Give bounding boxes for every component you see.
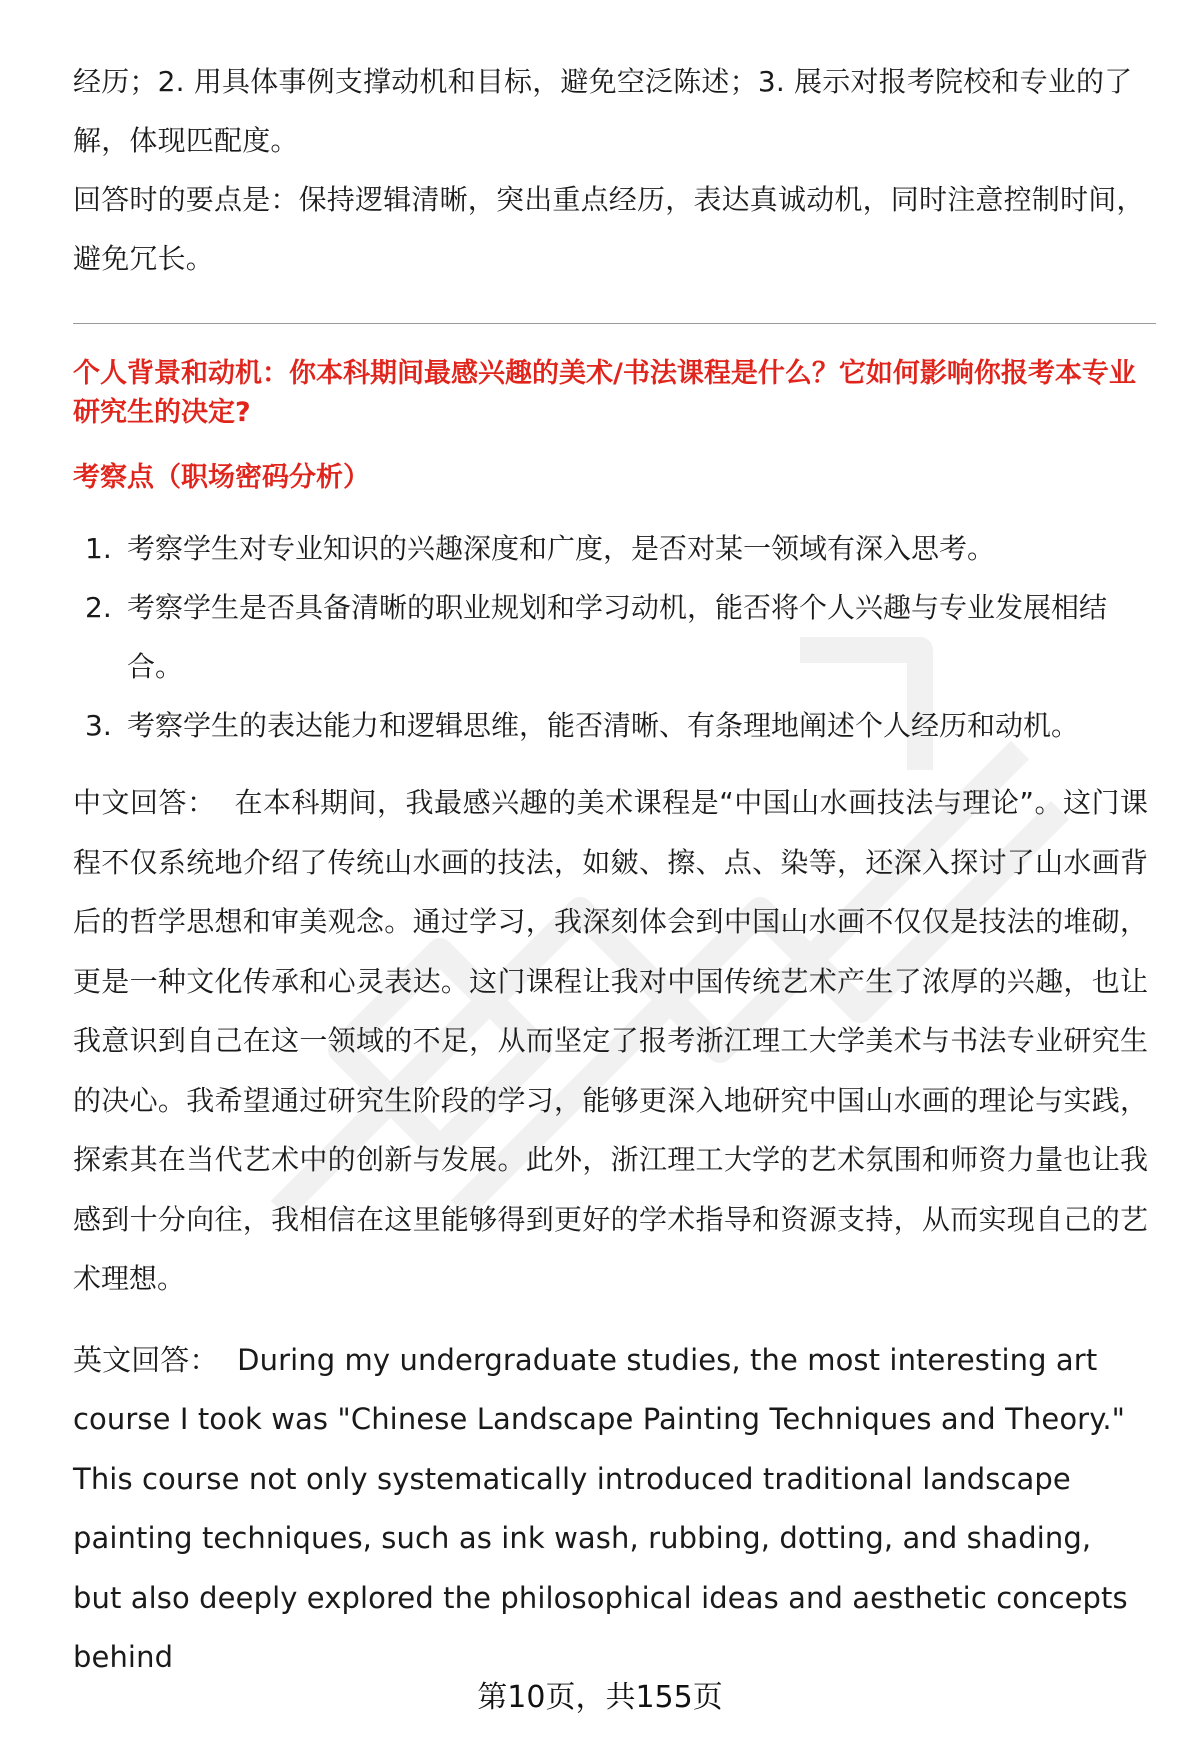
list-item-text: 考察学生是否具备清晰的职业规划和学习动机，能否将个人兴趣与专业发展相结合。 (127, 591, 1108, 683)
list-item (73, 519, 1148, 578)
page-number-footer: 第10页，共155页 (477, 1680, 723, 1715)
list-item-number: 3. (85, 709, 112, 742)
english-answer (73, 1331, 1148, 1688)
section-divider (73, 323, 1156, 324)
list-item-number: 2. (85, 591, 112, 624)
main-content (73, 52, 1148, 1688)
list-item (73, 578, 1148, 696)
list-item-text: 考察学生的表达能力和逻辑思维，能否清晰、有条理地阐述个人经历和动机。 (127, 709, 1080, 742)
assessment-points-list (73, 519, 1148, 755)
list-item-text: 考察学生对专业知识的兴趣深度和广度，是否对某一领域有深入思考。 (127, 532, 996, 565)
assessment-subheading: 考察点（职场密码分析） (73, 462, 370, 493)
intro-paragraph-2: 回答时的要点是：保持逻辑清晰，突出重点经历，表达真诚动机，同时注意控制时间，避免冗长。 (73, 183, 1145, 275)
list-item-number: 1. (85, 532, 112, 565)
intro-paragraph-1: 经历；2. 用具体事例支撑动机和目标，避免空泛陈述；3. 展示对报考院校和专业的了解，体现匹配度。 (73, 65, 1133, 157)
chinese-answer-label: 中文回答： (73, 786, 216, 819)
question-title: 个人背景和动机：你本科期间最感兴趣的美术/书法课程是什么？它如何影响你报考本专业研究生的决定? (73, 358, 1136, 428)
list-item (73, 696, 1148, 755)
chinese-answer (73, 773, 1148, 1309)
english-answer-label: 英文回答： (73, 1342, 219, 1377)
english-answer-text: During my undergraduate studies, the most interesting art course I took was "Chinese Landscape Painting Techniques and Theory." This course not only systematically introduced traditional landscape painting techniques, such as ink wash, rubbing, dotting, and shading, but also deeply explored the philosophical ideas and aesthetic concepts behind (73, 1342, 1128, 1674)
chinese-answer-text: 在本科期间，我最感兴趣的美术课程是“中国山水画技法与理论”。这门课程不仅系统地介绍了传统山水画的技法，如皴、擦、点、染等，还深入探讨了山水画背后的哲学思想和审美观念。通过学习，我深刻体会到中国山水画不仅仅是技法的堆砌，更是一种文化传承和心灵表达。这门课程让我对中国传统艺术产生了浓厚的兴趣，也让我意识到自己在这一领域的不足，从而坚定了报考浙江理工大学美术与书法专业研究生的决心。我希望通过研究生阶段的学习，能够更深入地研究中国山水画的理论与实践，探索其在当代艺术中的创新与发展。此外，浙江理工大学的艺术氛围和师资力量也让我感到十分向往，我相信在这里能够得到更好的学术指导和资源支持，从而实现自己的艺术理想。 (73, 786, 1148, 1295)
